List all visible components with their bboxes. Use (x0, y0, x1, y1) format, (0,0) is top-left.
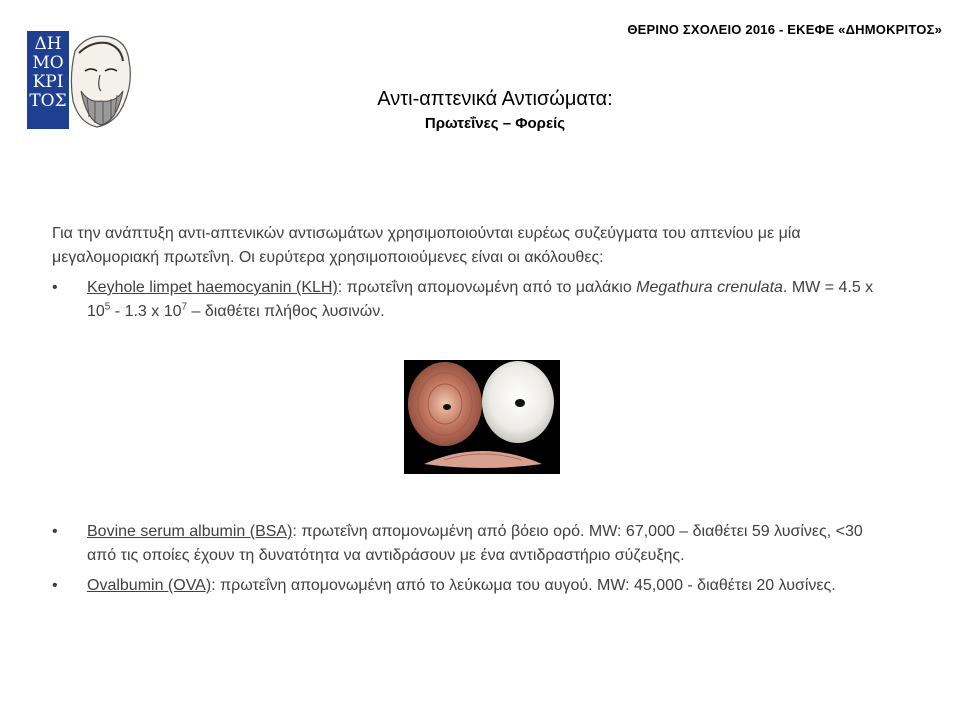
limpet-shell-image (404, 360, 560, 474)
list-item-ova (52, 574, 882, 598)
bullet: • (52, 279, 58, 296)
logo-letter-line: ΤΟΣ (29, 91, 67, 111)
logo-letter-line: ΜΟ (32, 53, 64, 73)
slide-title-block (0, 88, 960, 132)
carrier-list (52, 276, 882, 324)
klh-exp1: 5 (104, 301, 111, 313)
list-item-klh (52, 276, 882, 324)
slide-header: ΘΕΡΙΝΟ ΣΧΟΛΕΙΟ 2016 - ΕΚΕΦΕ «ΔΗΜΟΚΡΙΤΟΣ» (627, 22, 942, 37)
klh-name: Keyhole limpet haemocyanin (KLH) (87, 279, 338, 296)
intro-paragraph: Για την ανάπτυξη αντι-απτενικών αντισωμάτων χρησιμοποιούνται ευρέως συζεύγματα του απτενίου με μία μεγαλομοριακή πρωτεΐνη. Οι ευρύτερα χρησιμοποιούμενες είναι οι ακόλουθες: (52, 225, 801, 266)
klh-exp2: 7 (181, 301, 188, 313)
carrier-list-continued (52, 514, 882, 598)
main-content (52, 222, 882, 324)
bullet: • (52, 523, 58, 540)
ova-desc: : πρωτεΐνη απομονωμένη από το λεύκωμα του αυγού. MW: 45,000 - διαθέτει 20 λυσίνες. (211, 577, 836, 594)
page-subtitle: Πρωτεΐνες – Φορείς (424, 115, 566, 132)
klh-desc: : πρωτεΐνη απομονωμένη από το μαλάκιο (337, 279, 637, 296)
list-item-bsa (52, 520, 882, 568)
logo-letter-line: ΚΡΙ (32, 72, 64, 92)
logo-letter-line: ΔΗ (34, 34, 62, 54)
page-title: Αντι-απτενικά Αντισώματα: (377, 88, 613, 110)
ova-name: Ovalbumin (OVA) (87, 577, 212, 594)
bsa-desc: : πρωτεΐνη απομονωμένη από βόειο ορό. MW: 67,000 – διαθέτει 59 λυσίνες, <30 από τις οποίες έχουν τη δυνατότητα να αντιδράσουν με ένα αντιδραστήριο σύζευξης. (87, 523, 863, 564)
bsa-name: Bovine serum albumin (BSA) (87, 523, 293, 540)
klh-mw: . MW = 4.5 x 10 (87, 279, 874, 320)
klh-mw-mid: - 1.3 x 10 (110, 303, 182, 320)
bullet: • (52, 577, 58, 594)
klh-species: Megathura crenulata (636, 279, 783, 296)
klh-mw-suffix: – διαθέτει πλήθος λυσινών. (187, 303, 385, 320)
